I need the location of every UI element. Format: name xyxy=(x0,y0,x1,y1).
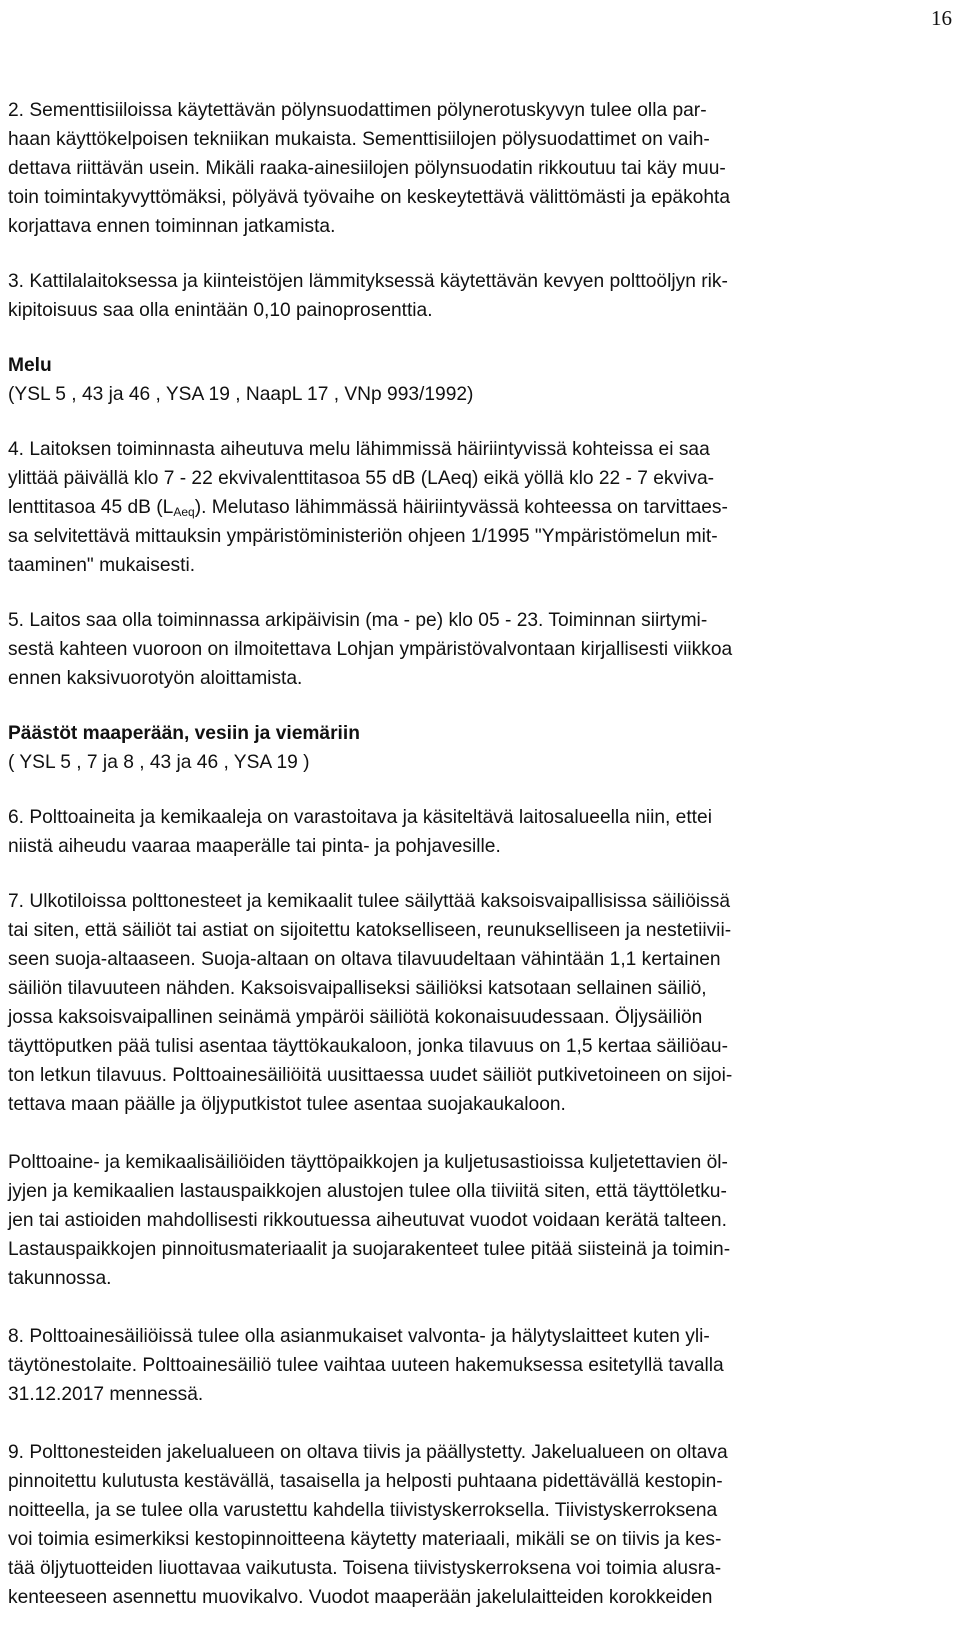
paragraph-4-line: 4. Laitoksen toiminnasta aiheutuva melu lähimmissä häiriintyvissä kohteissa ei saa xyxy=(8,439,710,460)
paragraph-8-line: 8. Polttoainesäiliöissä tulee olla asianmukaiset valvonta- ja hälytyslaitteet kuten yli- xyxy=(8,1326,710,1347)
paragraph-5-line: sestä kahteen vuoroon on ilmoitettava Lohjan ympäristövalvontaan kirjallisesti viikkoa xyxy=(8,639,733,660)
paragraph-7-line: ton letkun tilavuus. Polttoainesäiliöitä uusittaessa uudet säiliöt putkivetoineen on sijoi- xyxy=(8,1065,733,1086)
paragraph-7-line: tettava maan päälle ja öljyputkistot tulee asentaa suojakaukaloon. xyxy=(8,1094,566,1115)
paragraph-7b-line: Polttoaine- ja kemikaalisäiliöiden täyttöpaikkojen ja kuljetusastioissa kuljetettavien öl- xyxy=(8,1152,728,1173)
spacer xyxy=(8,1409,958,1438)
spacer xyxy=(8,241,958,267)
paragraph-2-line: korjattava ennen toiminnan jatkamista. xyxy=(8,216,336,237)
text-fragment: lenttitasoa 45 dB (L xyxy=(8,497,174,518)
paragraph-7-line: seen suoja-altaaseen. Suoja-altaan on oltava tilavuudeltaan vähintään 1,1 kertainen xyxy=(8,949,721,970)
paragraph-2-line: 2. Sementtisiiloissa käytettävän pölynsuodattimen pölynerotuskyvyn tulee olla par- xyxy=(8,100,707,121)
paragraph-4-line: taaminen" mukaisesti. xyxy=(8,555,196,576)
section-reference-melu: (YSL 5 , 43 ja 46 , YSA 19 , NaapL 17 , VNp 993/1992) xyxy=(8,384,474,405)
section-heading-paastot: Päästöt maaperään, vesiin ja viemäriin xyxy=(8,723,360,744)
paragraph-9-line: 9. Polttonesteiden jakelualueen on oltava tiivis ja päällystetty. Jakelualueen on oltava xyxy=(8,1442,728,1463)
paragraph-7-line: jossa kaksoisvaipallinen seinämä ympäröi säiliötä kokonaisuudessaan. Öljysäiliön xyxy=(8,1007,703,1028)
paragraph-7-line: tai siten, että säiliöt tai astiat on sijoitettu katokselliseen, reunukselliseen ja nestetiivii- xyxy=(8,920,732,941)
paragraph-9-line: noitteella, ja se tulee olla varustettu kahdella tiivistyskerroksella. Tiivistyskerroksena xyxy=(8,1500,718,1521)
paragraph-9-line: kenteeseen asennettu muovikalvo. Vuodot maaperään jakelulaitteiden korokkeiden xyxy=(8,1587,713,1608)
paragraph-4-line: sa selvitettävä mittauksin ympäristöministeriön ohjeen 1/1995 "Ympäristömelun mit- xyxy=(8,526,718,547)
spacer xyxy=(8,777,958,803)
paragraph-4-line: ylittää päivällä klo 7 - 22 ekvivalenttitasoa 55 dB (LAeq) eikä yöllä klo 22 - 7 ekviva- xyxy=(8,468,715,489)
paragraph-9-line: pinnoitettu kulutusta kestävällä, tasaisella ja helposti puhtaana pidettävällä kestopin- xyxy=(8,1471,723,1492)
paragraph-8-line: täytönestolaite. Polttoainesäiliö tulee vaihtaa uuteen hakemuksessa esitetyllä tavalla xyxy=(8,1355,724,1376)
paragraph-5-line: 5. Laitos saa olla toiminnassa arkipäivisin (ma - pe) klo 05 - 23. Toiminnan siirtymi- xyxy=(8,610,708,631)
spacer xyxy=(8,861,958,887)
paragraph-2-line: haan käyttökelpoisen tekniikan mukaista. Sementtisiilojen pölysuodattimet on vaih- xyxy=(8,129,710,150)
paragraph-8-line: 31.12.2017 mennessä. xyxy=(8,1384,204,1405)
paragraph-2-line: toin toimintakyvyttömäksi, pölyävä työvaihe on keskeytettävä välittömästi ja epäkohta xyxy=(8,187,731,208)
text-fragment: ). Melutaso lähimmässä häiriintyvässä kohteessa on tarvittaes- xyxy=(194,497,728,518)
paragraph-7-line: 7. Ulkotiloissa polttonesteet ja kemikaalit tulee säilyttää kaksoisvaipallisissa säiliöissä xyxy=(8,891,730,912)
paragraph-7-line: säiliön tilavuuteen nähden. Kaksoisvaipalliseksi säiliöksi katsotaan sellainen säiliö, xyxy=(8,978,707,999)
paragraph-3-line: 3. Kattilalaitoksessa ja kiinteistöjen lämmityksessä käytettävän kevyen polttoöljyn rik- xyxy=(8,271,728,292)
spacer xyxy=(8,1293,958,1322)
subscript-aeq: Aeq xyxy=(173,505,195,519)
paragraph-7b-line: jyjen ja kemikaalien lastauspaikkojen alustojen tulee olla tiiviitä siten, että täyttöletku- xyxy=(8,1181,727,1202)
paragraph-3-line: kipitoisuus saa olla enintään 0,10 painoprosenttia. xyxy=(8,300,433,321)
paragraph-6-line: niistä aiheudu vaaraa maaperälle tai pinta- ja pohjavesille. xyxy=(8,836,501,857)
paragraph-7b-line: takunnossa. xyxy=(8,1268,112,1289)
paragraph-5-line: ennen kaksivuorotyön aloittamista. xyxy=(8,668,303,689)
paragraph-6-line: 6. Polttoaineita ja kemikaaleja on varastoitava ja käsiteltävä laitosalueella niin, ettei xyxy=(8,807,712,828)
spacer xyxy=(8,325,958,351)
paragraph-9-line: voi toimia esimerkiksi kestopinnoitteena käytetty materiaali, mikäli se on tiivis ja kes- xyxy=(8,1529,722,1550)
paragraph-4-line xyxy=(8,493,958,522)
spacer xyxy=(8,693,958,719)
spacer xyxy=(8,580,958,606)
page-number: 16 xyxy=(931,6,952,30)
paragraph-9-line: tää öljytuotteiden liuottavaa vaikutusta. Toisena tiivistyskerroksena voi toimia alusra- xyxy=(8,1558,722,1579)
paragraph-7b-line: Lastauspaikkojen pinnoitusmateriaalit ja suojarakenteet tulee pitää siisteinä ja toimin- xyxy=(8,1239,731,1260)
paragraph-2-line: dettava riittävän usein. Mikäli raaka-ainesiilojen pölynsuodatin rikkoutuu tai käy muu- xyxy=(8,158,726,179)
paragraph-7b-line: jen tai astioiden mahdollisesti rikkoutuessa aiheutuvat vuodot voidaan kerätä talteen. xyxy=(8,1210,727,1231)
section-heading-melu: Melu xyxy=(8,355,52,376)
document-body xyxy=(8,96,958,1612)
spacer xyxy=(8,409,958,435)
paragraph-7-line: täyttöputken pää tulisi asentaa täyttökaukaloon, jonka tilavuus on 1,5 kertaa säiliöau- xyxy=(8,1036,728,1057)
spacer xyxy=(8,1119,958,1148)
section-reference-paastot: ( YSL 5 , 7 ja 8 , 43 ja 46 , YSA 19 ) xyxy=(8,752,310,773)
